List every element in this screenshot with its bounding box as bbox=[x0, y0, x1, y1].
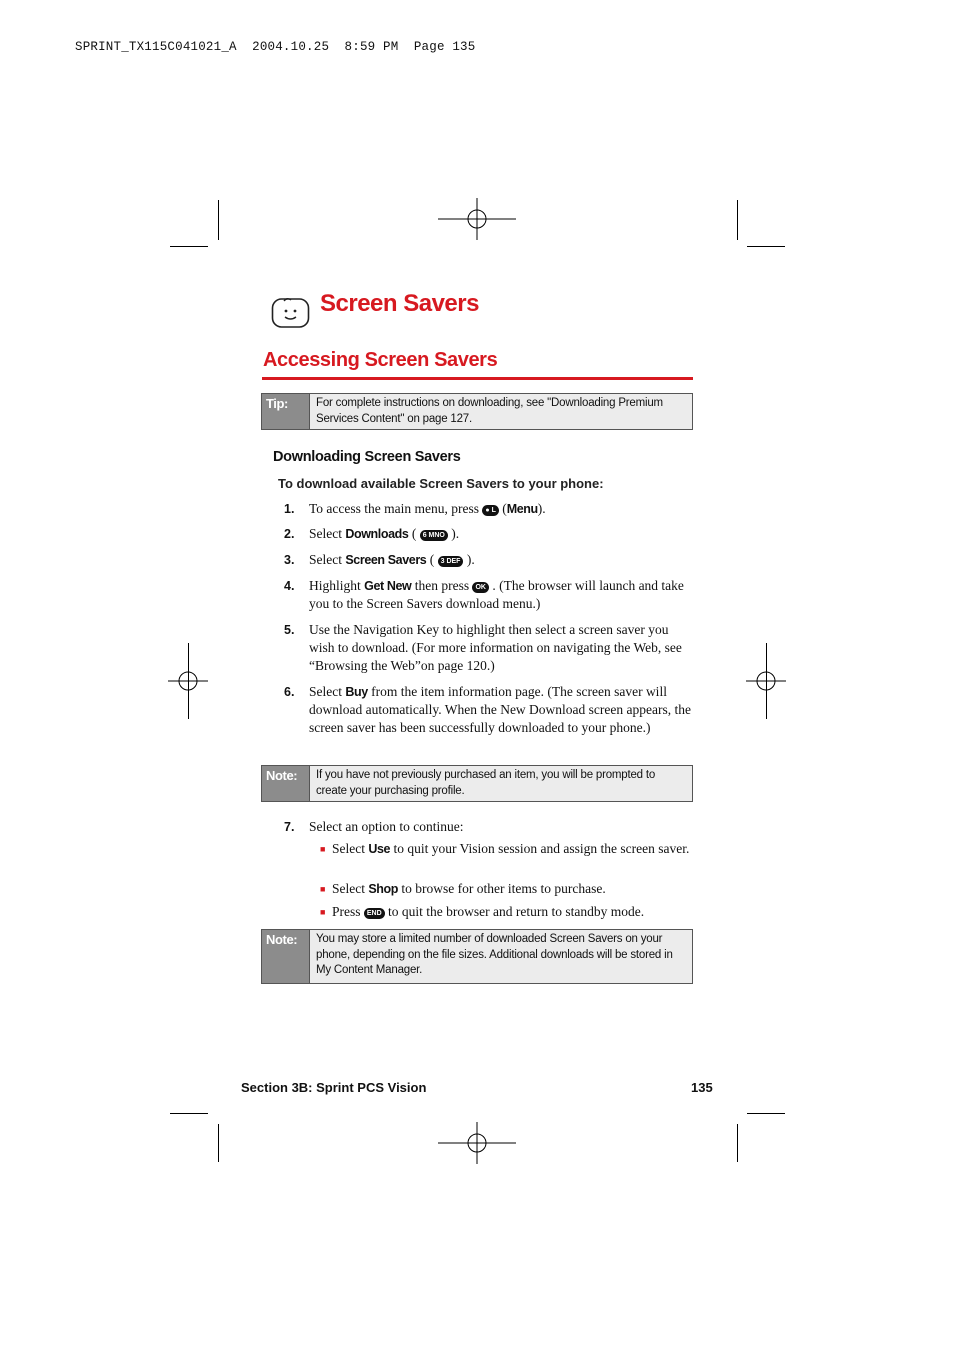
note-label: Note: bbox=[262, 930, 310, 983]
step-text: Use the Navigation Key to highlight then select a screen saver you wish to download. (For more information on navigating the Web, see “Browsing the Web”on page 120.) bbox=[309, 622, 682, 674]
tip-label: Tip: bbox=[262, 394, 310, 429]
bullet-text: Select Use to quit your Vision session and assign the screen saver. bbox=[332, 841, 690, 856]
ok-key-icon: OK bbox=[472, 582, 489, 593]
registration-mark-top bbox=[438, 198, 518, 242]
bullet-icon: ■ bbox=[320, 884, 326, 894]
step-1 bbox=[284, 500, 694, 518]
section-title: Accessing Screen Savers bbox=[263, 349, 498, 371]
step-text: Highlight Get New then press OK . (The browser will launch and take you to the Screen Savers download menu.) bbox=[309, 578, 684, 612]
step-number: 4. bbox=[284, 579, 295, 593]
step-2 bbox=[284, 525, 694, 543]
step-text: Select an option to continue: bbox=[309, 819, 464, 834]
step-3 bbox=[284, 551, 694, 569]
bullet-text: Press END to quit the browser and return to standby mode. bbox=[332, 904, 645, 919]
three-key-icon: 3 DEF bbox=[438, 556, 464, 567]
subsection-title: Downloading Screen Savers bbox=[273, 449, 461, 465]
note-box-2 bbox=[261, 929, 693, 984]
step-text: To access the main menu, press ● L (Menu). bbox=[309, 501, 546, 516]
note-box bbox=[261, 765, 693, 802]
step-number: 3. bbox=[284, 553, 295, 567]
bullet-press-end bbox=[320, 903, 692, 921]
step-5 bbox=[284, 621, 694, 676]
six-key-icon: 6 MNO bbox=[420, 530, 448, 541]
print-header: SPRINT_TX115C041021_A 2004.10.25 8:59 PM Page 135 bbox=[75, 40, 476, 54]
note-text: If you have not previously purchased an item, you will be prompted to create your purchasing profile. bbox=[310, 766, 692, 801]
note-label: Note: bbox=[262, 766, 310, 801]
step-text: Select Screen Savers ( 3 DEF ). bbox=[309, 552, 475, 567]
footer-section: Section 3B: Sprint PCS Vision bbox=[241, 1080, 427, 1095]
bullet-icon: ■ bbox=[320, 844, 326, 854]
step-number: 7. bbox=[284, 820, 295, 834]
step-number: 2. bbox=[284, 527, 295, 541]
bullet-text: Select Shop to browse for other items to purchase. bbox=[332, 881, 606, 896]
end-key-icon: END bbox=[364, 908, 385, 919]
chapter-title: Screen Savers bbox=[320, 290, 479, 317]
tip-box bbox=[261, 393, 693, 430]
step-number: 1. bbox=[284, 502, 295, 516]
smiley-face-icon bbox=[271, 297, 311, 329]
note-text: You may store a limited number of downloaded Screen Savers on your phone, depending on the file sizes. Additional downloads will be stored in My Content Manager. bbox=[310, 930, 692, 983]
registration-mark-right bbox=[746, 662, 788, 702]
page-number: 135 bbox=[691, 1080, 713, 1095]
registration-mark-left bbox=[168, 662, 210, 702]
menu-key-icon: ● L bbox=[482, 505, 498, 516]
bullet-icon: ■ bbox=[320, 907, 326, 917]
step-number: 6. bbox=[284, 685, 295, 699]
step-text: Select Buy from the item information page. (The screen saver will download automatically. When the New Download screen appears, the screen saver has been successfully downloaded to your phone.) bbox=[309, 684, 691, 736]
step-7 bbox=[284, 818, 694, 836]
bullet-use bbox=[320, 840, 692, 858]
step-6 bbox=[284, 683, 694, 738]
step-4 bbox=[284, 577, 694, 613]
registration-mark-bottom bbox=[438, 1122, 518, 1166]
bullet-shop bbox=[320, 880, 692, 898]
step-text: Select Downloads ( 6 MNO ). bbox=[309, 526, 460, 541]
tip-text: For complete instructions on downloading, see "Downloading Premium Services Content" on page 127. bbox=[310, 394, 692, 429]
step-number: 5. bbox=[284, 623, 295, 637]
subsection-lead: To download available Screen Savers to your phone: bbox=[278, 476, 604, 491]
section-rule bbox=[262, 377, 693, 380]
